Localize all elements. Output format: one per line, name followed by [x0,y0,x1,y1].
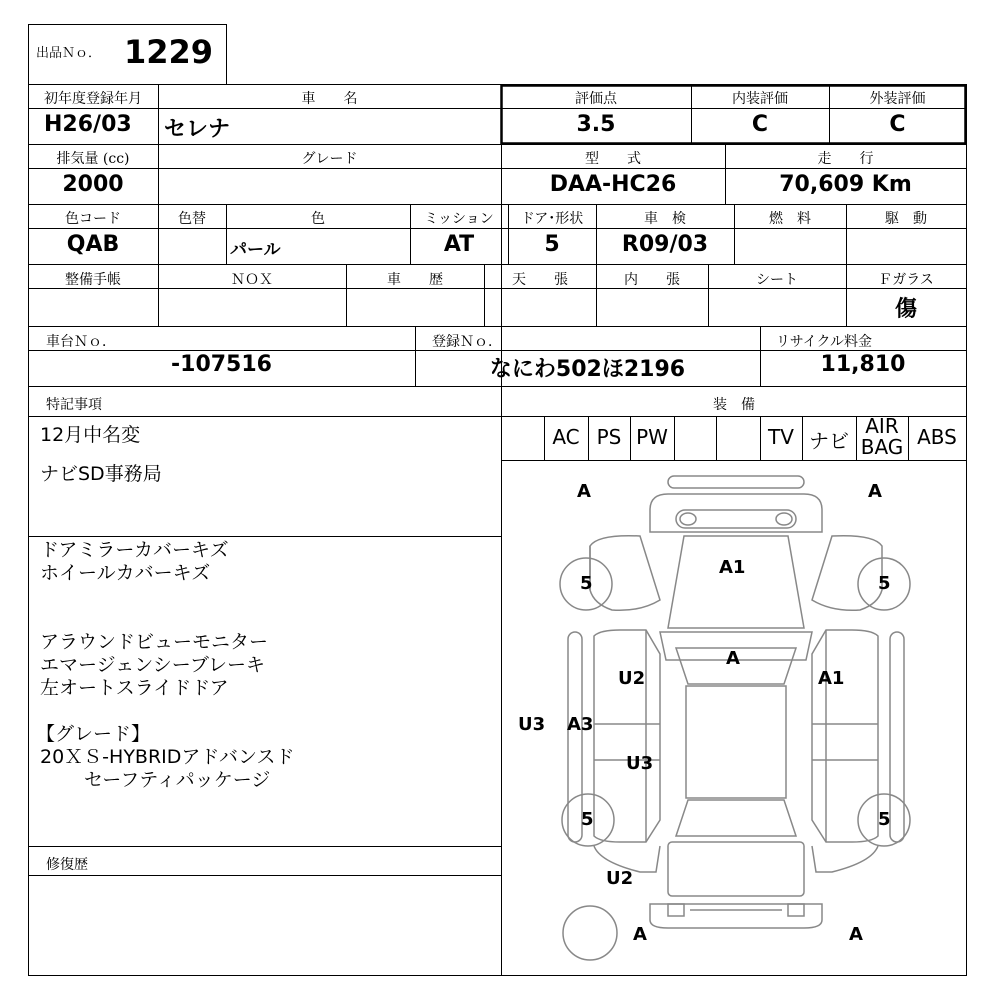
remarks-label: 特記事項 [46,397,102,413]
color-code-label: 色コード [65,211,121,227]
mission-value: AT [443,232,475,257]
damage-roof: A [726,648,740,669]
exterior-label: 外装評価 [869,91,926,107]
history-label: 車 歴 [387,272,443,288]
equipment-airbag-line-2: BAG [860,435,904,459]
recycle-value: 11,810 [820,352,906,377]
service-book-label: 整備手帳 [65,272,121,288]
remark-line-10: セーフティパッケージ [84,769,271,791]
damage-left-rear-door: U3 [626,753,654,774]
remark-line-5: アラウンドビューモニター [40,631,269,653]
tire-front-right: 5 [878,573,891,594]
equipment-abs: ABS [917,425,957,449]
damage-left-front-door: U2 [618,668,646,689]
tire-front-left: 5 [580,573,593,594]
color-value: パール [230,240,281,260]
chassis-label: 車台Ｎｏ． [46,334,116,350]
remark-line-7: 左オートスライドドア [40,677,229,699]
remark-line-1: 12月中名変 [40,424,141,446]
damage-rear-bumper-left: U2 [606,868,634,889]
grade-label: グレード [301,151,358,167]
inner-roof-label: 内 張 [624,272,680,288]
door-value: 5 [544,232,560,257]
interior-value: C [751,112,769,137]
recycle-label: リサイクル料金 [776,334,873,350]
model-value: DAA-HC26 [549,172,677,197]
repair-label: 修復歴 [46,857,88,873]
remark-line-6: エマージェンシーブレーキ [40,654,266,676]
damage-right-front-door: A1 [818,668,845,689]
drive-label: 駆 動 [885,211,927,227]
damage-rear-right-corner: A [849,924,863,945]
mission-label: ミッション [424,211,494,227]
tire-rear-right: 5 [878,809,891,830]
registration-value: なにわ502ほ2196 [489,357,686,382]
chassis-value: -107516 [171,352,272,377]
equipment-navi: ナビ [809,429,849,453]
equipment-ac: AC [552,425,580,449]
first-reg-label: 初年度登録年月 [44,91,142,107]
score-label: 評価点 [575,91,617,107]
f-glass-label: Ｆガラス [878,272,934,288]
remark-line-4: ホイールカバーキズ [40,562,211,584]
door-label: ドア･形状 [520,211,584,227]
damage-rear-left-corner: A [633,924,647,945]
remark-line-9: 20ＸＳ-HYBRIDアドバンスド [40,746,295,768]
damage-hood: A1 [719,557,746,578]
equipment-label: 装 備 [713,397,755,413]
mileage-label: 走 行 [817,151,874,167]
lot-label: 出品Ｎｏ． [36,46,102,61]
first-reg-value: H26/03 [44,112,132,137]
damage-left-pillar: A3 [567,714,594,735]
tire-rear-left: 5 [581,809,594,830]
seat-label: シート [756,272,798,288]
f-glass-value: 傷 [894,297,917,322]
car-name-label: 車 名 [301,91,358,107]
interior-label: 内装評価 [732,91,788,107]
displacement-value: 2000 [62,172,124,197]
damage-left-rocker: U3 [518,714,546,735]
score-value: 3.5 [576,112,616,137]
remark-line-2: ナビSD事務局 [40,463,162,485]
equipment-airbag-line-1: AIR [865,414,899,438]
damage-front-left-corner: A [577,481,591,502]
equipment-pw: PW [636,425,668,449]
lot-number: 1229 [124,33,214,71]
sunroof-label: 天 張 [512,272,568,288]
equipment-tv: TV [768,425,794,449]
equipment-ps: PS [596,425,622,449]
mileage-value: 70,609 Km [779,172,912,197]
inspection-label: 車 検 [644,211,686,227]
color-label: 色 [311,211,325,227]
displacement-label: 排気量 (cc) [56,151,130,167]
remark-line-8: 【グレード】 [36,723,151,745]
color-code-value: QAB [66,232,120,257]
exterior-value: C [889,112,906,137]
color-change-label: 色替 [178,211,206,227]
inspection-value: R09/03 [621,232,709,257]
registration-label: 登録Ｎｏ． [432,334,502,350]
nox-label: ＮＯＸ [231,272,273,288]
car-name-value: セレナ [164,117,231,142]
damage-front-right-corner: A [868,481,882,502]
fuel-label: 燃 料 [769,211,811,227]
model-label: 型 式 [585,151,641,167]
remark-line-3: ドアミラーカバーキズ [40,539,229,561]
